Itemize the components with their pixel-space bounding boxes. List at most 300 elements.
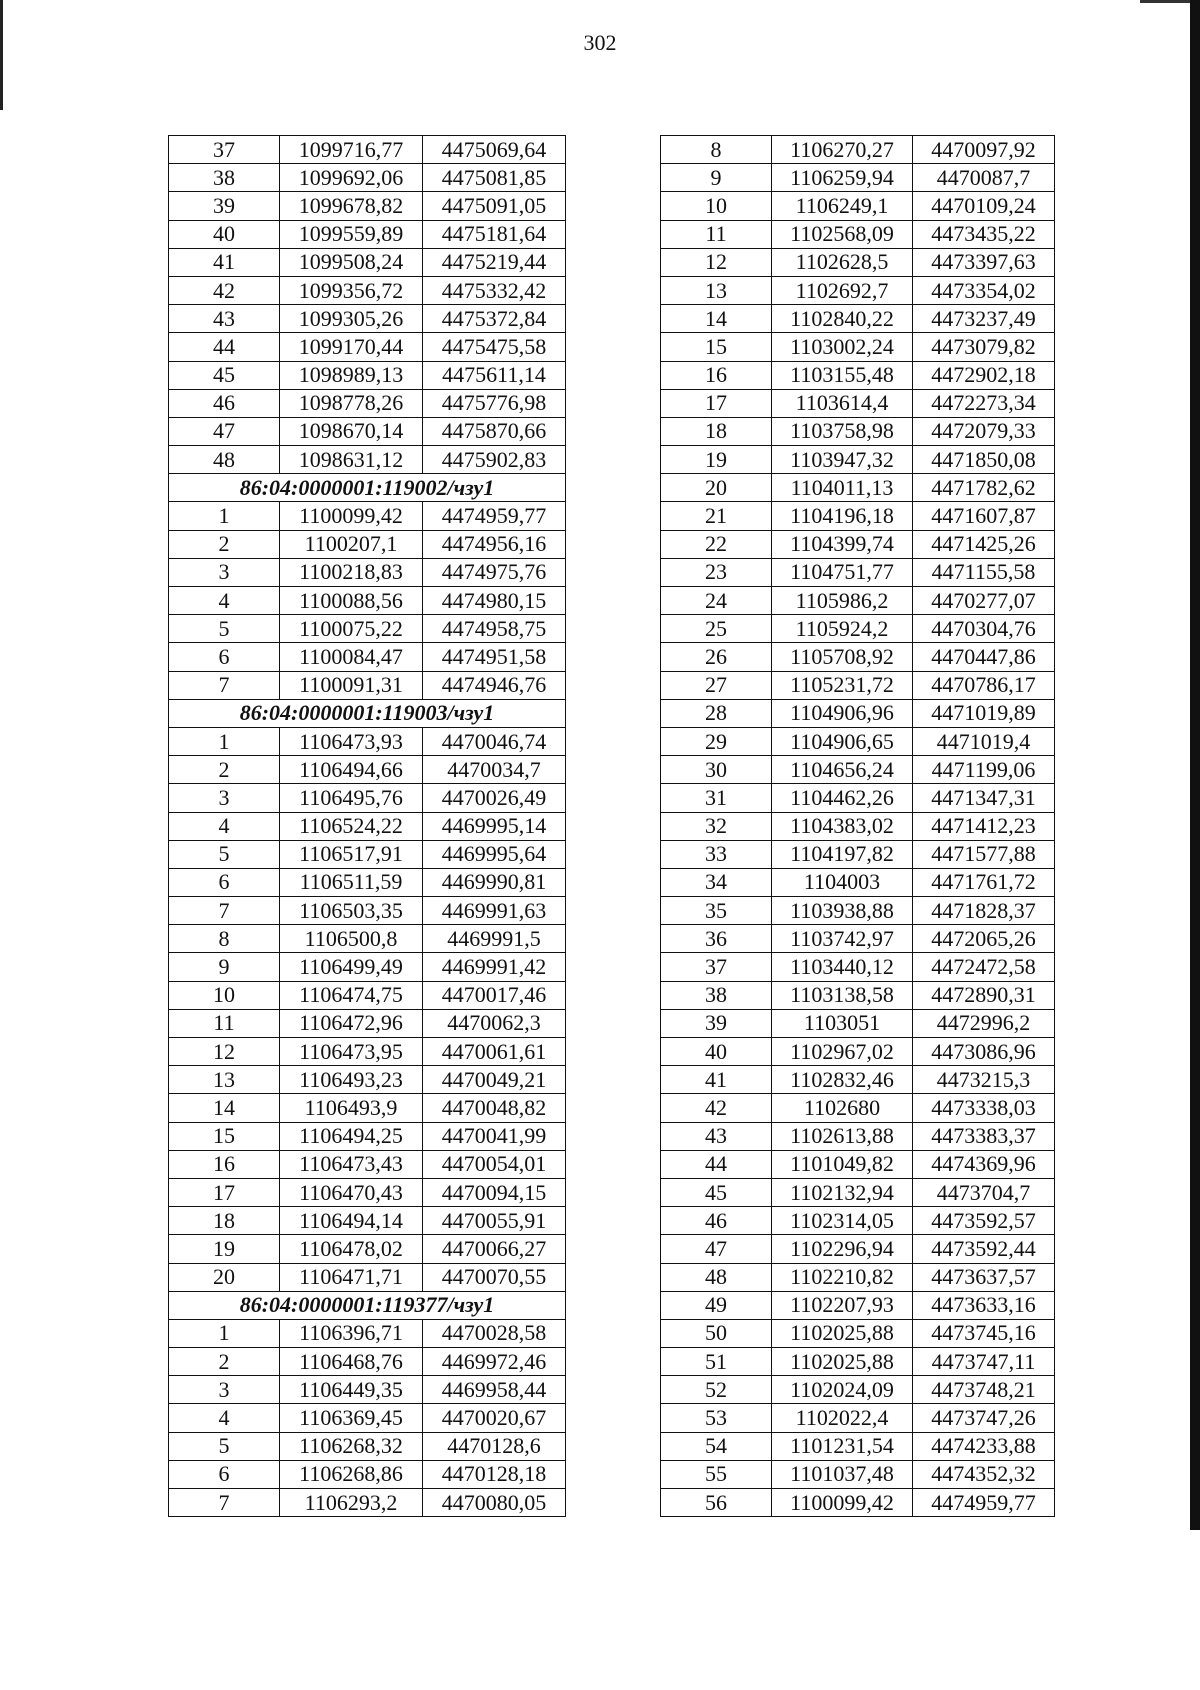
coordinate-y: 4471412,23 [913,812,1055,840]
coordinate-x: 1102628,5 [772,248,913,276]
point-number: 14 [169,1094,280,1122]
coordinate-y: 4470097,92 [913,136,1055,164]
coordinate-x: 1103614,4 [772,389,913,417]
coordinate-x: 1106474,75 [280,981,423,1009]
point-number: 9 [169,953,280,981]
table-row [169,1150,566,1178]
coordinate-x: 1100088,56 [280,587,423,615]
coordinate-x: 1100075,22 [280,615,423,643]
point-number: 19 [661,446,772,474]
coordinate-x: 1104906,65 [772,727,913,755]
table-row [661,671,1055,699]
coordinate-y: 4475332,42 [423,276,566,304]
point-number: 2 [169,1348,280,1376]
coordinate-x: 1104906,96 [772,699,913,727]
table-row [661,1235,1055,1263]
coordinate-x: 1104197,82 [772,840,913,868]
coordinate-y: 4471850,08 [913,446,1055,474]
table-row [661,1150,1055,1178]
table-row [169,1066,566,1094]
table-row [661,925,1055,953]
point-number: 18 [169,1207,280,1235]
point-number: 38 [169,164,280,192]
point-number: 49 [661,1291,772,1319]
point-number: 56 [661,1489,772,1517]
coordinate-x: 1106293,2 [280,1489,423,1517]
point-number: 6 [169,868,280,896]
point-number: 7 [169,897,280,925]
coordinate-x: 1102024,09 [772,1376,913,1404]
table-row [169,1207,566,1235]
table-row [169,727,566,755]
table-row [169,1122,566,1150]
point-number: 44 [661,1150,772,1178]
coordinate-x: 1106511,59 [280,868,423,896]
point-number: 22 [661,530,772,558]
coordinate-x: 1106478,02 [280,1235,423,1263]
coordinate-y: 4471761,72 [913,868,1055,896]
coordinate-x: 1102296,94 [772,1235,913,1263]
table-row [661,1319,1055,1347]
scan-edge-right [1190,0,1200,1530]
coordinate-y: 4471425,26 [913,530,1055,558]
section-header-row [169,474,566,502]
coordinate-x: 1100099,42 [280,502,423,530]
table-row [661,756,1055,784]
coordinate-x: 1099559,89 [280,220,423,248]
section-header-row [169,699,566,727]
coordinate-y: 4473435,22 [913,220,1055,248]
coordinate-y: 4471155,58 [913,558,1055,586]
point-number: 10 [169,981,280,1009]
coordinate-x: 1102022,4 [772,1404,913,1432]
point-number: 47 [661,1235,772,1263]
table-row [661,784,1055,812]
point-number: 39 [169,192,280,220]
coordinate-y: 4469958,44 [423,1376,566,1404]
point-number: 45 [169,361,280,389]
point-number: 17 [169,1178,280,1206]
point-number: 4 [169,587,280,615]
coordinate-y: 4471577,88 [913,840,1055,868]
table-row [661,1432,1055,1460]
table-row [661,305,1055,333]
table-row [661,840,1055,868]
coordinate-y: 4473338,03 [913,1094,1055,1122]
point-number: 44 [169,333,280,361]
table-row [661,868,1055,896]
coordinate-y: 4473747,11 [913,1348,1055,1376]
point-number: 43 [169,305,280,333]
coordinate-x: 1099508,24 [280,248,423,276]
table-row [169,417,566,445]
table-row [169,502,566,530]
table-row [169,756,566,784]
point-number: 48 [169,446,280,474]
point-number: 50 [661,1319,772,1347]
coordinate-y: 4470786,17 [913,671,1055,699]
coordinate-y: 4471199,06 [913,756,1055,784]
point-number: 8 [661,136,772,164]
coordinate-y: 4473086,96 [913,1038,1055,1066]
coordinate-y: 4470034,7 [423,756,566,784]
point-number: 12 [661,248,772,276]
coordinate-x: 1106470,43 [280,1178,423,1206]
table-row [169,981,566,1009]
coordinate-x: 1099716,77 [280,136,423,164]
coordinate-y: 4470447,86 [913,643,1055,671]
table-row [661,1263,1055,1291]
coordinate-x: 1104383,02 [772,812,913,840]
table-row [661,1291,1055,1319]
table-row [661,333,1055,361]
coordinate-x: 1100207,1 [280,530,423,558]
coordinate-y: 4470109,24 [913,192,1055,220]
point-number: 13 [169,1066,280,1094]
point-number: 7 [169,1489,280,1517]
coordinate-x: 1106524,22 [280,812,423,840]
coordinate-x: 1098778,26 [280,389,423,417]
section-header-row [169,1291,566,1319]
point-number: 21 [661,502,772,530]
point-number: 46 [169,389,280,417]
coordinate-y: 4473704,7 [913,1178,1055,1206]
coordinate-x: 1099692,06 [280,164,423,192]
coordinate-x: 1106268,86 [280,1460,423,1488]
coordinate-y: 4470277,07 [913,587,1055,615]
table-row [661,276,1055,304]
table-row [661,1038,1055,1066]
coordinate-x: 1104656,24 [772,756,913,784]
coordinate-x: 1099678,82 [280,192,423,220]
coordinate-y: 4473215,3 [913,1066,1055,1094]
table-row [661,1009,1055,1037]
table-row [661,1094,1055,1122]
coordinate-y: 4469991,5 [423,925,566,953]
coordinate-x: 1102025,88 [772,1348,913,1376]
coordinate-x: 1106499,49 [280,953,423,981]
table-row [661,897,1055,925]
coordinate-y: 4473592,44 [913,1235,1055,1263]
coordinate-x: 1102314,05 [772,1207,913,1235]
coordinates-table-left [168,135,566,1517]
coordinate-y: 4470048,82 [423,1094,566,1122]
coordinate-x: 1102025,88 [772,1319,913,1347]
coordinate-x: 1100091,31 [280,671,423,699]
coordinate-x: 1103938,88 [772,897,913,925]
coordinate-x: 1106468,76 [280,1348,423,1376]
coordinate-x: 1098631,12 [280,446,423,474]
point-number: 20 [169,1263,280,1291]
coordinate-x: 1103742,97 [772,925,913,953]
coordinate-y: 4470054,01 [423,1150,566,1178]
table-row [169,248,566,276]
point-number: 38 [661,981,772,1009]
table-row [169,1178,566,1206]
point-number: 32 [661,812,772,840]
table-row [661,502,1055,530]
coordinate-x: 1099170,44 [280,333,423,361]
coordinate-x: 1102132,94 [772,1178,913,1206]
point-number: 40 [661,1038,772,1066]
point-number: 35 [661,897,772,925]
table-row [169,1319,566,1347]
point-number: 5 [169,615,280,643]
table-row [169,220,566,248]
point-number: 51 [661,1348,772,1376]
table-row [169,925,566,953]
point-number: 24 [661,587,772,615]
table-row [169,1376,566,1404]
coordinate-y: 4471782,62 [913,474,1055,502]
point-number: 11 [661,220,772,248]
coordinate-x: 1098670,14 [280,417,423,445]
coordinate-y: 4472079,33 [913,417,1055,445]
table-row [661,474,1055,502]
point-number: 14 [661,305,772,333]
table-row [169,446,566,474]
coordinate-x: 1104011,13 [772,474,913,502]
coordinate-y: 4473747,26 [913,1404,1055,1432]
coordinate-y: 4475372,84 [423,305,566,333]
coordinate-y: 4475081,85 [423,164,566,192]
coordinate-y: 4470020,67 [423,1404,566,1432]
point-number: 42 [169,276,280,304]
table-row [661,389,1055,417]
coordinate-x: 1106494,66 [280,756,423,784]
coordinate-y: 4471607,87 [913,502,1055,530]
page-number: 302 [583,30,617,55]
point-number: 4 [169,812,280,840]
table-row [661,615,1055,643]
point-number: 17 [661,389,772,417]
table-row [169,868,566,896]
coordinate-x: 1106494,25 [280,1122,423,1150]
coordinate-y: 4475902,83 [423,446,566,474]
coordinate-x: 1100084,47 [280,643,423,671]
table-row [169,530,566,558]
point-number: 7 [169,671,280,699]
coordinate-x: 1100099,42 [772,1489,913,1517]
table-row [661,248,1055,276]
point-number: 41 [169,248,280,276]
coordinate-x: 1102840,22 [772,305,913,333]
point-number: 15 [169,1122,280,1150]
point-number: 5 [169,840,280,868]
coordinate-y: 4470062,3 [423,1009,566,1037]
table-row [661,446,1055,474]
table-row [169,1094,566,1122]
point-number: 52 [661,1376,772,1404]
coordinate-x: 1104003 [772,868,913,896]
coordinate-y: 4473748,21 [913,1376,1055,1404]
table-row [661,699,1055,727]
coordinate-y: 4472472,58 [913,953,1055,981]
coordinate-x: 1106449,35 [280,1376,423,1404]
table-row [661,1122,1055,1150]
coordinate-y: 4474980,15 [423,587,566,615]
coordinate-y: 4469995,14 [423,812,566,840]
table-row [661,1066,1055,1094]
coordinate-y: 4475475,58 [423,333,566,361]
coordinate-x: 1106493,9 [280,1094,423,1122]
coordinate-y: 4475069,64 [423,136,566,164]
coordinate-y: 4469972,46 [423,1348,566,1376]
table-row [169,276,566,304]
coordinate-y: 4470128,6 [423,1432,566,1460]
table-row [661,136,1055,164]
table-row [661,1489,1055,1517]
point-number: 20 [661,474,772,502]
coordinate-y: 4474951,58 [423,643,566,671]
table-row [661,530,1055,558]
point-number: 16 [169,1150,280,1178]
coordinate-y: 4474959,77 [913,1489,1055,1517]
table-row [169,615,566,643]
point-number: 1 [169,727,280,755]
coordinate-x: 1106471,71 [280,1263,423,1291]
point-number: 2 [169,756,280,784]
coordinate-x: 1104751,77 [772,558,913,586]
coordinates-table-right [660,135,1055,1517]
parcel-id: 86:04:0000001:119003/чзу1 [169,699,566,727]
coordinate-y: 4475611,14 [423,361,566,389]
point-number: 19 [169,1235,280,1263]
coordinate-x: 1103155,48 [772,361,913,389]
point-number: 3 [169,784,280,812]
coordinate-x: 1106473,93 [280,727,423,755]
coordinate-x: 1099356,72 [280,276,423,304]
coordinate-y: 4471828,37 [913,897,1055,925]
coordinate-x: 1101037,48 [772,1460,913,1488]
table-row [169,1235,566,1263]
point-number: 27 [661,671,772,699]
point-number: 12 [169,1038,280,1066]
point-number: 45 [661,1178,772,1206]
table-row [661,1207,1055,1235]
table-row [169,333,566,361]
coordinate-y: 4470055,91 [423,1207,566,1235]
coordinate-x: 1106472,96 [280,1009,423,1037]
coordinate-x: 1105231,72 [772,671,913,699]
point-number: 34 [661,868,772,896]
point-number: 41 [661,1066,772,1094]
table-row [169,1009,566,1037]
coordinate-y: 4474958,75 [423,615,566,643]
coordinate-y: 4470026,49 [423,784,566,812]
table-row [169,953,566,981]
coordinate-x: 1103440,12 [772,953,913,981]
coordinate-y: 4475870,66 [423,417,566,445]
coordinate-y: 4470066,27 [423,1235,566,1263]
table-row [169,1432,566,1460]
point-number: 37 [169,136,280,164]
coordinate-y: 4474369,96 [913,1150,1055,1178]
table-row [169,1038,566,1066]
point-number: 1 [169,1319,280,1347]
coordinate-x: 1106503,35 [280,897,423,925]
table-row [661,1348,1055,1376]
coordinate-x: 1105708,92 [772,643,913,671]
coordinate-y: 4475776,98 [423,389,566,417]
coordinate-x: 1103947,32 [772,446,913,474]
coordinate-x: 1104399,74 [772,530,913,558]
point-number: 23 [661,558,772,586]
coordinate-x: 1099305,26 [280,305,423,333]
coordinate-y: 4470304,76 [913,615,1055,643]
coordinate-y: 4472273,34 [913,389,1055,417]
table-row [169,558,566,586]
table-row [661,643,1055,671]
table-row [169,136,566,164]
coordinate-y: 4473633,16 [913,1291,1055,1319]
point-number: 8 [169,925,280,953]
table-row [169,643,566,671]
coordinate-y: 4472065,26 [913,925,1055,953]
coordinate-x: 1102692,7 [772,276,913,304]
point-number: 28 [661,699,772,727]
coordinate-x: 1098989,13 [280,361,423,389]
table-row [661,558,1055,586]
parcel-id: 86:04:0000001:119377/чзу1 [169,1291,566,1319]
table-row [169,1348,566,1376]
coordinate-y: 4474959,77 [423,502,566,530]
coordinate-x: 1100218,83 [280,558,423,586]
coordinate-x: 1102832,46 [772,1066,913,1094]
coordinate-y: 4470028,58 [423,1319,566,1347]
coordinate-x: 1106473,43 [280,1150,423,1178]
coordinate-y: 4473079,82 [913,333,1055,361]
point-number: 30 [661,756,772,784]
point-number: 37 [661,953,772,981]
point-number: 18 [661,417,772,445]
coordinate-x: 1105986,2 [772,587,913,615]
coordinate-x: 1106494,14 [280,1207,423,1235]
coordinate-y: 4475181,64 [423,220,566,248]
coordinate-y: 4469991,63 [423,897,566,925]
coordinate-x: 1102210,82 [772,1263,913,1291]
coordinate-x: 1101231,54 [772,1432,913,1460]
coordinate-x: 1103051 [772,1009,913,1037]
point-number: 40 [169,220,280,248]
table-row [169,1404,566,1432]
coordinate-x: 1101049,82 [772,1150,913,1178]
coordinate-y: 4474233,88 [913,1432,1055,1460]
table-row [661,812,1055,840]
point-number: 55 [661,1460,772,1488]
table-row [169,389,566,417]
point-number: 13 [661,276,772,304]
point-number: 3 [169,1376,280,1404]
point-number: 47 [169,417,280,445]
coordinate-y: 4470046,74 [423,727,566,755]
coordinate-y: 4471347,31 [913,784,1055,812]
coordinate-y: 4473383,37 [913,1122,1055,1150]
coordinate-x: 1106500,8 [280,925,423,953]
coordinate-y: 4473237,49 [913,305,1055,333]
coordinate-y: 4470049,21 [423,1066,566,1094]
coordinate-x: 1106270,27 [772,136,913,164]
coordinate-x: 1106517,91 [280,840,423,868]
point-number: 42 [661,1094,772,1122]
point-number: 6 [169,643,280,671]
point-number: 15 [661,333,772,361]
coordinate-y: 4470070,55 [423,1263,566,1291]
coordinate-x: 1102967,02 [772,1038,913,1066]
table-row [661,981,1055,1009]
coordinate-y: 4470094,15 [423,1178,566,1206]
point-number: 31 [661,784,772,812]
